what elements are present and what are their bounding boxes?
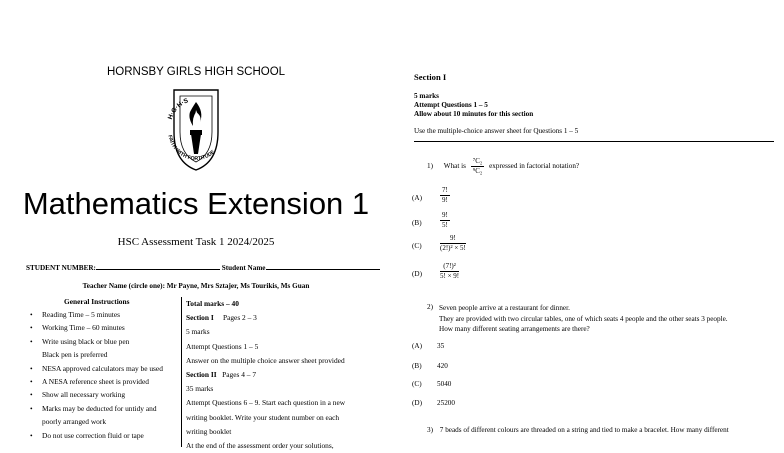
expression-denominator: ⁹C₂ [472,167,483,175]
option-label: (B) [412,362,422,370]
question-2-line: They are provided with two circular tables, one of which seats 4 people and the other seats 3 people. [439,314,728,323]
answer-option [412,362,448,370]
instruction-item: • Show all necessary working [30,388,163,401]
student-details-line [26,264,380,272]
question-3 [427,426,729,434]
total-marks-list [186,297,345,453]
expression-numerator: ⁷C₂ [472,157,483,165]
fraction-numerator: 9! [440,234,466,244]
marks-item-section: Section II [186,369,217,379]
instruction-item: • Working Time – 60 minutes [30,321,163,334]
answer-option [412,186,450,205]
fraction-numerator: (7!)² [440,262,459,272]
section-attempt: Attempt Questions 1 – 5 [414,101,488,109]
question-number: 3) [427,426,433,434]
marks-item: 35 marks [186,384,214,394]
marks-item-section: Section I [186,313,214,323]
question-1-what-is: What is [443,162,466,171]
question-number: 1) [427,162,433,171]
question-3-text: 7 beads of different colours are threaded on a string and tied to make a bracelet. How many different [439,426,729,434]
crest-motto: FAITH WITH FORTITUDE [166,134,217,163]
option-label: (D) [412,270,422,279]
question-number: 2) [427,303,433,311]
general-instructions-title: General Instructions [64,297,130,306]
question-1 [427,157,579,176]
marks-item: Attempt Questions 1 – 5 [186,341,259,351]
section-heading: Section I [414,72,447,82]
fraction-numerator: 9! [442,211,448,219]
teacher-line: Teacher Name (circle one): Mr Payne, Mrs Sztajer, Ms Tourikis, Ms Guan [82,282,310,290]
instruction-item: • NESA approved calculators may be used [30,362,163,375]
option-fraction [440,234,466,253]
student-number-blank[interactable] [96,269,220,270]
fraction-denominator: (2!)² × 5! [440,244,466,252]
section-one-page [392,0,784,441]
marks-item-pages: Pages 4 – 7 [216,369,257,379]
school-name: HORNSBY GIRLS HIGH SCHOOL [106,66,286,78]
section-marks: 5 marks [414,92,439,100]
general-instructions-list [30,308,163,442]
marks-item: Attempt Questions 6 – 9. Start each question in a new [186,398,346,408]
marks-item: Answer on the multiple choice answer sheet provided [186,355,345,365]
option-value: 35 [437,342,445,350]
option-fraction [440,262,459,281]
answer-option [412,342,444,350]
fraction-denominator: 5! [442,221,448,229]
option-label: (B) [412,219,422,228]
option-value: 5040 [437,380,452,388]
option-fraction [440,186,450,205]
answer-option [412,262,460,281]
answer-option [412,234,466,253]
option-fraction [440,211,450,230]
marks-item: Total marks – 40 [186,299,239,308]
option-value: 420 [437,362,448,370]
option-label: (C) [412,242,422,251]
fraction-numerator: 7! [442,186,448,194]
section-time: Allow about 10 minutes for this section [414,110,534,118]
question-1-rest: expressed in factorial notation? [489,162,580,171]
instruction-item: • Marks may be deducted for untidy and [30,402,163,415]
question-2-line: How many different seating arrangements are there? [439,325,590,333]
instruction-item: • Do not use correction fluid or tape [30,429,163,442]
instruction-item: • A NESA reference sheet is provided [30,375,163,388]
answer-option [412,211,450,230]
option-label: (A) [412,194,422,203]
question-1-expression [471,157,485,176]
section-rule [414,141,774,142]
assessment-task: HSC Assessment Task 1 2024/2025 [117,236,275,248]
section-instruction: Use the multiple-choice answer sheet for Questions 1 – 5 [414,127,579,135]
option-label: (A) [412,342,422,350]
answer-option [412,399,455,407]
question-2-line: Seven people arrive at a restaurant for dinner. [439,304,570,312]
student-name-blank[interactable] [266,269,380,270]
instruction-item: Black pen is preferred [42,350,108,360]
instruction-item: • Write using black or blue pen [30,335,163,348]
column-divider [181,297,182,447]
marks-item [186,311,345,325]
school-crest-logo [160,82,232,177]
cover-page [0,0,392,450]
instruction-item: • Reading Time – 5 minutes [30,308,163,321]
fraction-denominator: 9! [442,196,448,204]
marks-item: At the end of the assessment order your solutions, [186,440,334,450]
student-number-label: STUDENT NUMBER: [26,264,96,272]
instruction-item: poorly arranged work [42,417,107,427]
option-label: (D) [412,399,422,407]
subject-title: Mathematics Extension 1 [22,186,370,221]
crest-initials: H·G·H·S [166,97,190,121]
answer-option [412,380,451,388]
marks-item [186,368,345,382]
option-value: 25200 [437,399,455,407]
option-label: (C) [412,380,422,388]
marks-item: writing booklet [186,426,232,436]
marks-item: 5 marks [186,327,210,337]
student-name-label: Student Name [221,264,266,272]
fraction-denominator: 5! × 9! [440,272,460,280]
marks-item: writing booklet. Write your student number on each [186,412,340,422]
marks-item-pages: Pages 2 – 3 [213,313,257,323]
